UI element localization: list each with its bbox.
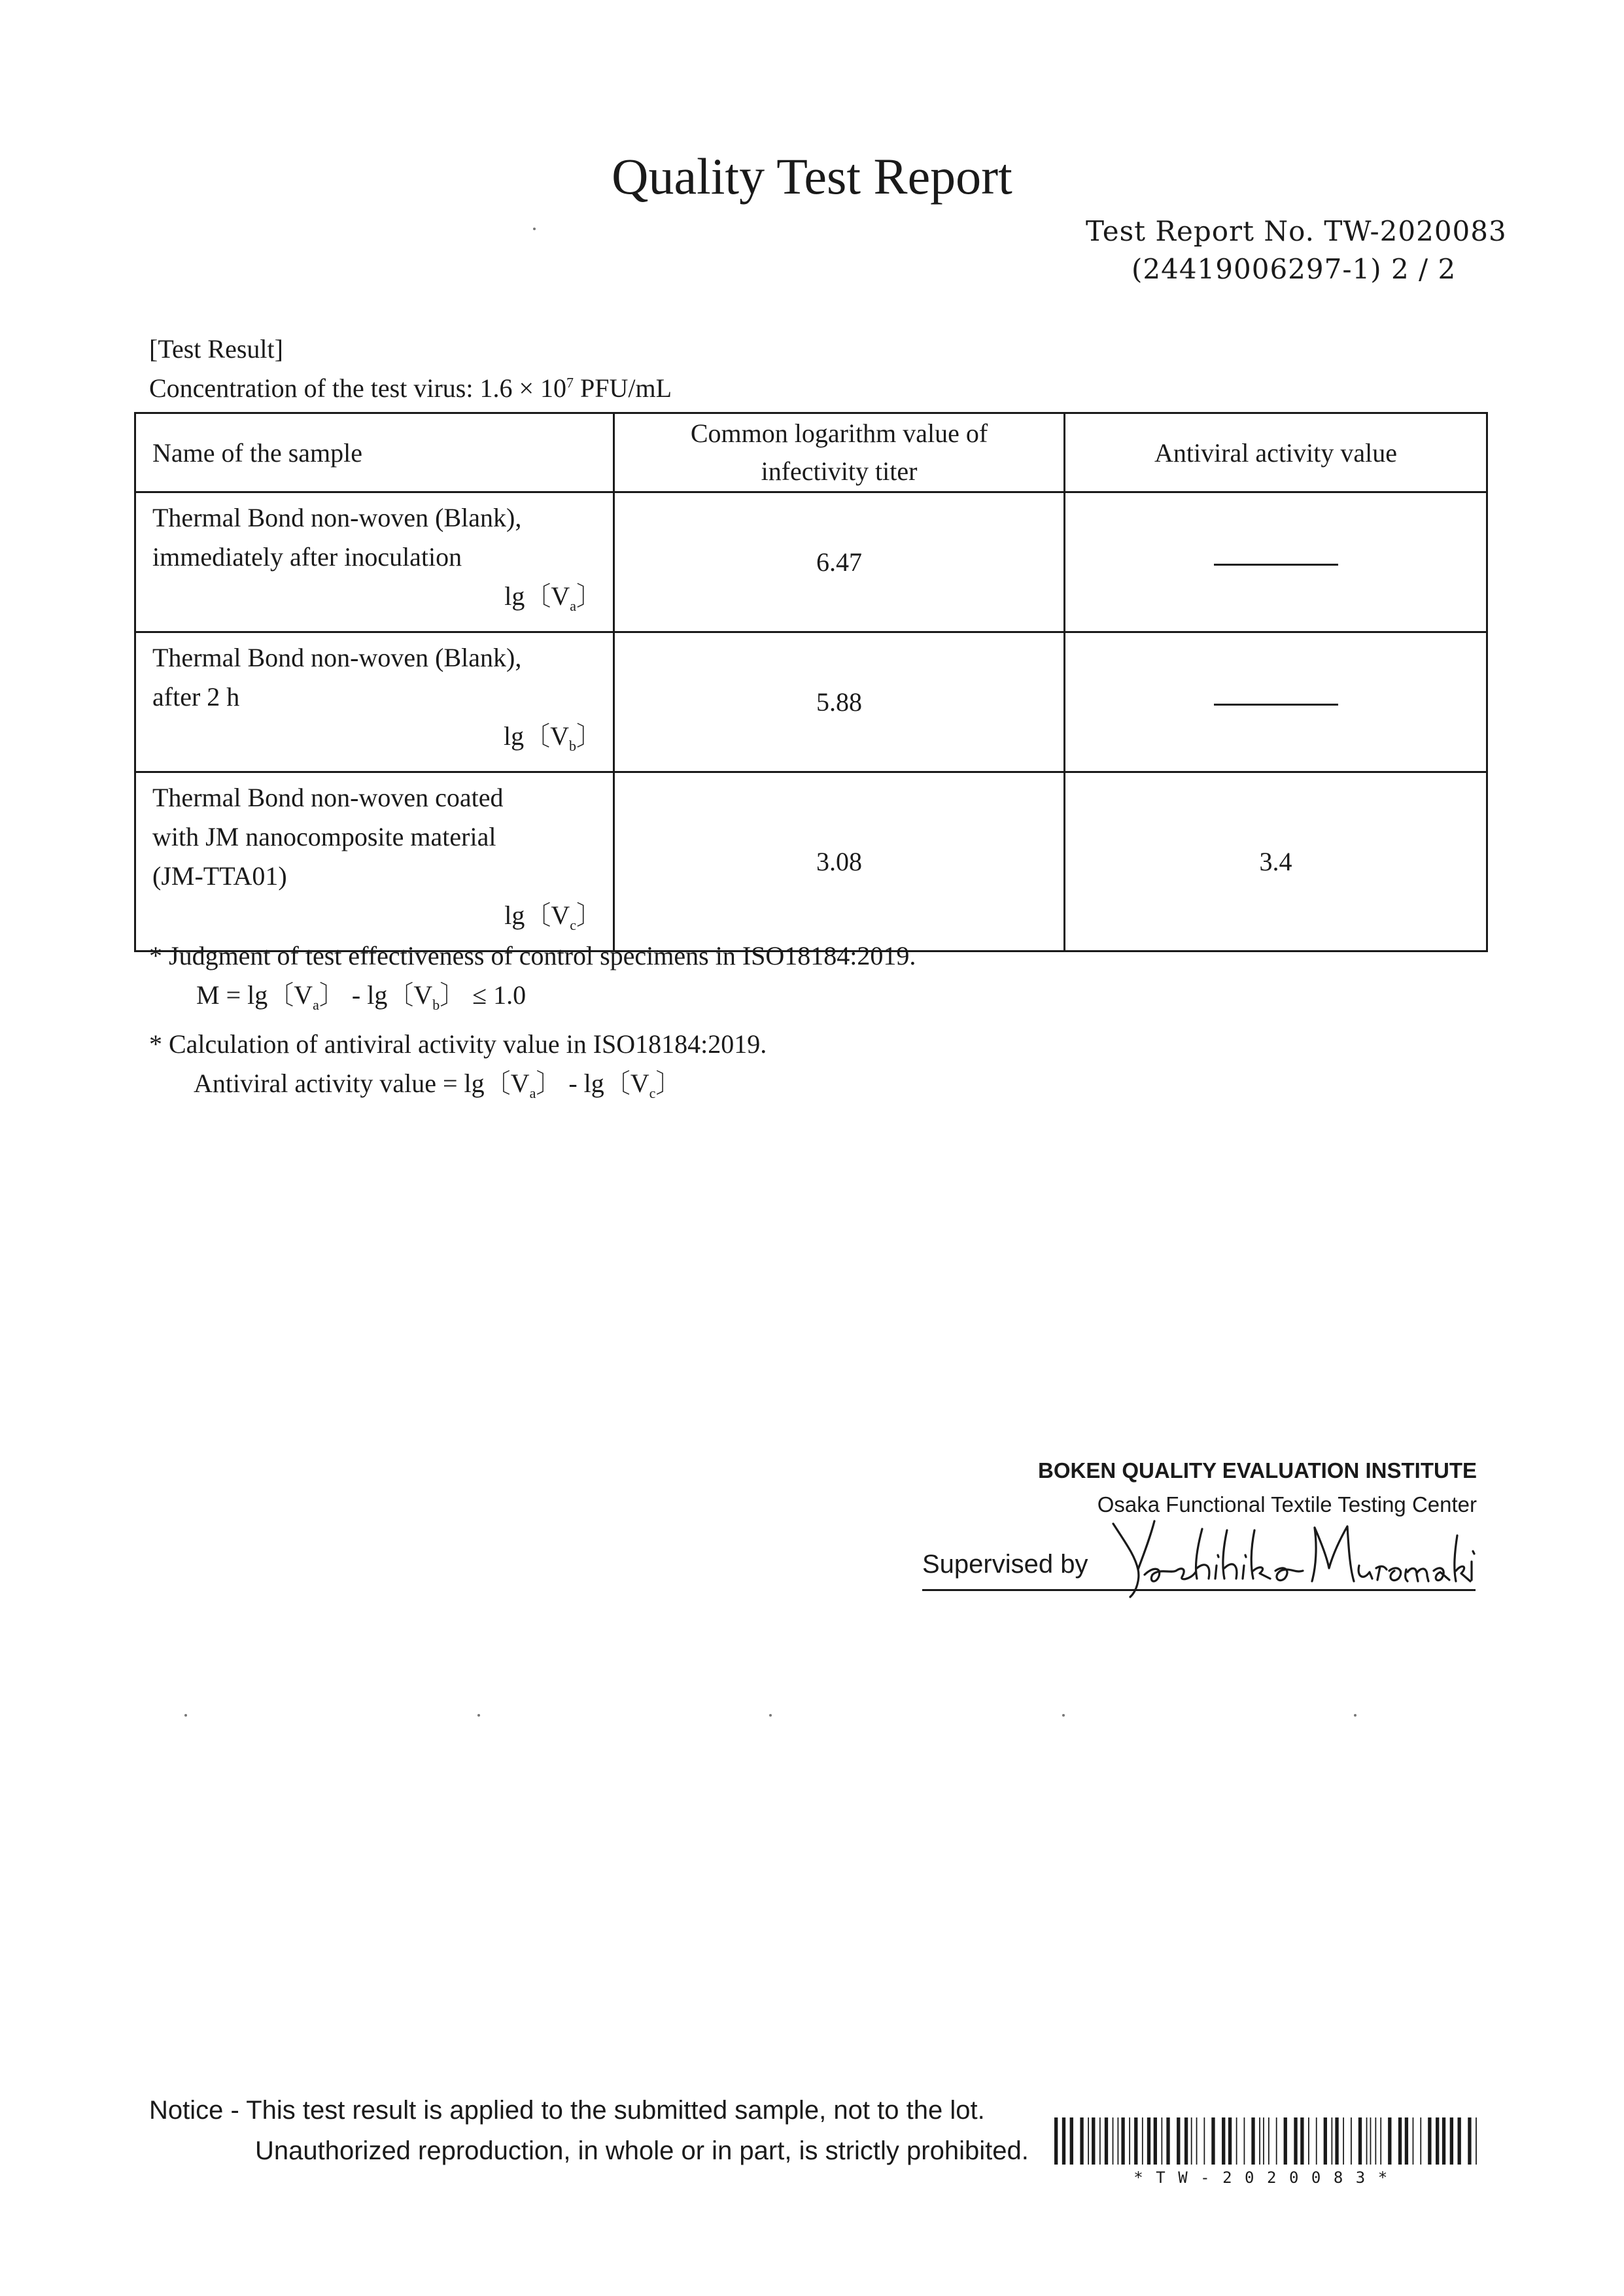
formula-part: M = lg〔V (196, 980, 313, 1010)
lg-close: 〕 (576, 721, 602, 751)
barcode-bar (1184, 2117, 1188, 2165)
header-antiviral-activity: Antiviral activity value (1065, 413, 1487, 492)
barcode-bar (1118, 2117, 1119, 2165)
barcode-bar (1450, 2117, 1453, 2165)
barcode-bar (1259, 2117, 1260, 2165)
activity-cell (1065, 632, 1487, 772)
barcode-bar (1154, 2117, 1157, 2165)
sample-name-line: Thermal Bond non-woven (Blank), (152, 643, 522, 672)
header-log-line2: infectivity titer (761, 456, 918, 486)
lg-text: lg〔V (504, 900, 570, 930)
barcode-bar (1398, 2117, 1402, 2165)
table-row (135, 772, 1487, 951)
barcode-bar (1054, 2117, 1058, 2165)
barcode-bar (1142, 2117, 1143, 2165)
lg-label (152, 717, 602, 766)
formula-part: 〕 - lg〔V (319, 980, 433, 1010)
formula-part: 〕 (655, 1069, 682, 1098)
log-value-cell: 5.88 (614, 632, 1065, 772)
scan-dot (184, 1714, 187, 1717)
barcode-bar (1370, 2117, 1372, 2165)
header-sample-name: Name of the sample (135, 413, 614, 492)
barcode-bar (1166, 2117, 1169, 2165)
table-row (135, 492, 1487, 632)
institute-center: Osaka Functional Textile Testing Center (1097, 1492, 1477, 1516)
barcode-bar (1222, 2117, 1225, 2165)
sample-name-line: Thermal Bond non-woven coated (152, 783, 504, 812)
barcode (1054, 2117, 1479, 2165)
barcode-bar (1105, 2117, 1108, 2165)
handwritten-signature (1099, 1516, 1478, 1601)
barcode-bar (1191, 2117, 1192, 2165)
formula-part: 〕 - lg〔V (536, 1069, 649, 1098)
barcode-bar (1405, 2117, 1408, 2165)
barcode-bar (1442, 2117, 1445, 2165)
formula-part: Antiviral activity value = lg〔V (194, 1069, 530, 1098)
barcode-bar (1062, 2117, 1065, 2165)
barcode-bar (1236, 2117, 1237, 2165)
concentration-prefix: Concentration of the test virus: 1.6 × 10 (149, 373, 567, 403)
notice-block (149, 2090, 1029, 2171)
test-result-heading: [Test Result] (149, 334, 283, 364)
sample-name-line: Thermal Bond non-woven (Blank), (152, 503, 522, 532)
sample-name-line: with JM nanocomposite material (152, 822, 496, 851)
barcode-bar (1268, 2117, 1270, 2165)
sample-name-cell (135, 772, 614, 951)
lg-subscript: a (570, 598, 576, 614)
formula-subscript: a (529, 1085, 536, 1101)
barcode-bar (1358, 2117, 1362, 2165)
lg-label (152, 577, 602, 626)
scan-dot (1354, 1714, 1356, 1717)
activity-cell: 3.4 (1065, 772, 1487, 951)
scan-dot (477, 1714, 480, 1717)
notice-line-2: Unauthorized reproduction, in whole or in part, is strictly prohibited. (255, 2136, 1029, 2165)
barcode-bar (1380, 2117, 1381, 2165)
barcode-bar (1088, 2117, 1089, 2165)
formula-subscript: a (313, 997, 319, 1013)
lg-close: 〕 (576, 581, 602, 611)
barcode-bar (1276, 2117, 1277, 2165)
sample-name-line: (JM-TTA01) (152, 861, 287, 891)
barcode-bar (1121, 2117, 1124, 2165)
lg-close: 〕 (576, 900, 602, 930)
barcode-bar (1351, 2117, 1352, 2165)
barcode-bar (1161, 2117, 1162, 2165)
barcode-bar (1147, 2117, 1150, 2165)
page-title: Quality Test Report (612, 148, 1012, 205)
concentration-exponent: 7 (566, 374, 574, 391)
sample-name-line: immediately after inoculation (152, 542, 462, 572)
barcode-bar (1428, 2117, 1431, 2165)
sample-name-cell (135, 632, 614, 772)
virus-concentration (149, 373, 672, 403)
barcode-bar (1335, 2117, 1338, 2165)
sample-name-cell (135, 492, 614, 632)
barcode-bar (1211, 2117, 1215, 2165)
barcode-bar (1468, 2117, 1471, 2165)
barcode-bar (1388, 2117, 1391, 2165)
barcode-bar (1129, 2117, 1130, 2165)
barcode-bar (1420, 2117, 1421, 2165)
barcode-bar (1316, 2117, 1317, 2165)
note-judgment: * Judgment of test effectiveness of control specimens in ISO18184:2019. (149, 941, 916, 970)
barcode-bar (1343, 2117, 1344, 2165)
barcode-bar (1263, 2117, 1264, 2165)
lg-text: lg〔V (504, 581, 570, 611)
notes-block (149, 936, 916, 1113)
barcode-bar (1203, 2117, 1205, 2165)
barcode-bar (1476, 2117, 1477, 2165)
lg-subscript: b (569, 738, 576, 754)
barcode-text: *TW-2020083* (1133, 2168, 1400, 2187)
formula-part: 〕 ≤ 1.0 (440, 980, 527, 1010)
barcode-bar (1113, 2117, 1114, 2165)
barcode-bar (1300, 2117, 1304, 2165)
sample-name-line: after 2 h (152, 682, 240, 711)
barcode-bar (1366, 2117, 1368, 2165)
barcode-bar (1324, 2117, 1327, 2165)
barcode-bar (1308, 2117, 1309, 2165)
results-table (134, 412, 1488, 952)
formula-subscript: b (432, 997, 440, 1013)
barcode-bar (1228, 2117, 1232, 2165)
barcode-bar (1251, 2117, 1254, 2165)
barcode-bar (1134, 2117, 1137, 2165)
scan-dot (1062, 1714, 1065, 1717)
table-row (135, 632, 1487, 772)
header-log-line1: Common logarithm value of (690, 419, 988, 448)
barcode-bar (1375, 2117, 1376, 2165)
barcode-bar (1294, 2117, 1297, 2165)
barcode-bar (1284, 2117, 1287, 2165)
formula-activity (149, 1064, 916, 1113)
header-log-value (614, 413, 1065, 492)
notice-line-1: Notice - This test result is applied to the submitted sample, not to the lot. (149, 2096, 985, 2125)
log-value-cell: 6.47 (614, 492, 1065, 632)
scan-dot (769, 1714, 772, 1717)
lg-subscript: c (570, 917, 576, 933)
barcode-bar (1331, 2117, 1332, 2165)
table-header-row (135, 413, 1487, 492)
report-number: Test Report No. TW-2020083 (1086, 215, 1507, 247)
report-reference: (24419006297-1) 2 / 2 (1132, 253, 1457, 285)
institute-name: BOKEN QUALITY EVALUATION INSTITUTE (1037, 1458, 1477, 1482)
formula-m (149, 976, 916, 1025)
scan-dot (533, 228, 536, 230)
concentration-unit: PFU/mL (574, 373, 672, 403)
barcode-bar (1458, 2117, 1461, 2165)
barcode-bar (1413, 2117, 1414, 2165)
supervised-label: Supervised by (922, 1550, 1088, 1579)
empty-dash (1214, 704, 1338, 706)
note-calculation: * Calculation of antiviral activity value in ISO18184:2019. (149, 1029, 767, 1059)
barcode-bar (1177, 2117, 1180, 2165)
report-number-block (1086, 213, 1507, 288)
formula-subscript: c (649, 1085, 656, 1101)
barcode-bar (1196, 2117, 1198, 2165)
empty-dash (1214, 564, 1338, 566)
barcode-bar (1244, 2117, 1245, 2165)
barcode-bar (1092, 2117, 1095, 2165)
barcode-bar (1070, 2117, 1073, 2165)
barcode-bar (1080, 2117, 1083, 2165)
lg-text: lg〔V (504, 721, 569, 751)
activity-cell (1065, 492, 1487, 632)
barcode-bar (1436, 2117, 1439, 2165)
barcode-bar (1099, 2117, 1101, 2165)
log-value-cell: 3.08 (614, 772, 1065, 951)
